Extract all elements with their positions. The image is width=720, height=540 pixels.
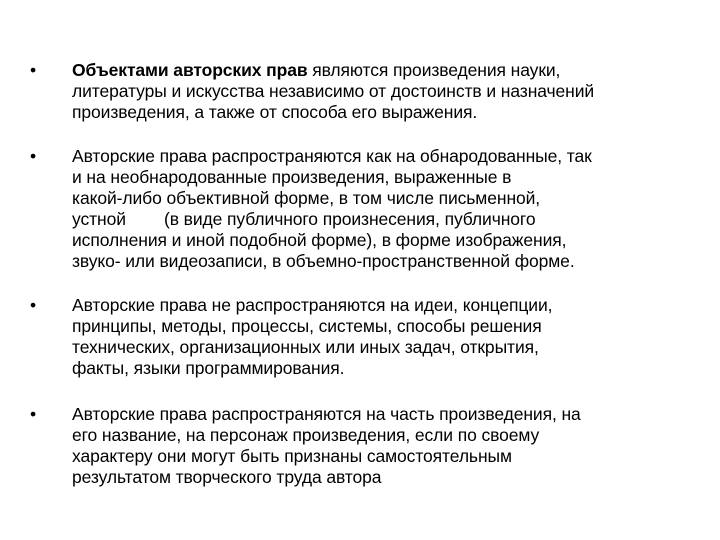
text-line: результатом творческого труда автора <box>72 467 382 487</box>
bullet-icon: • <box>30 295 37 315</box>
text-line <box>72 60 695 81</box>
bullet-icon: • <box>30 146 37 166</box>
text-line: Авторские права не распространяются на идеи, концепции, <box>72 295 553 315</box>
text-line: его название, на персонаж произведения, если по своему <box>72 425 540 445</box>
text-line: литературы и искусства независимо от достоинств и назначений <box>72 81 595 101</box>
list-item <box>30 404 695 488</box>
text-line: принципы, методы, процессы, системы, способы решения <box>72 316 542 336</box>
text-line: факты, языки программирования. <box>72 358 345 378</box>
text-line: исполнения и иной подобной форме), в форме изображения, <box>72 230 567 250</box>
list-item <box>30 146 695 272</box>
text-line: и на необнародованные произведения, выраженные в <box>72 167 512 187</box>
text-line: какой-либо объективной форме, в том числе письменной, <box>72 188 541 208</box>
bullet-icon: • <box>30 60 37 80</box>
text-line: характеру они могут быть признаны самостоятельным <box>72 446 512 466</box>
text-line: произведения, а также от способа его выражения. <box>72 102 478 122</box>
text-line: звуко- или видеозаписи, в объемно-пространственной форме. <box>72 251 575 271</box>
list-item <box>30 295 695 379</box>
text-line: устной (в виде публичного произнесения, публичного <box>72 209 536 229</box>
bold-term: Объектами авторских прав <box>72 60 308 80</box>
bullet-icon: • <box>30 404 37 424</box>
text-line: Авторские права распространяются как на обнародованные, так <box>72 146 592 166</box>
text-line: технических, организационных или иных задач, открытия, <box>72 337 539 357</box>
text-line: Авторские права распространяются на часть произведения, на <box>72 404 581 424</box>
list-item <box>30 60 695 123</box>
bullet-list <box>30 60 695 511</box>
text-segment: являются произведения науки, <box>307 60 561 80</box>
